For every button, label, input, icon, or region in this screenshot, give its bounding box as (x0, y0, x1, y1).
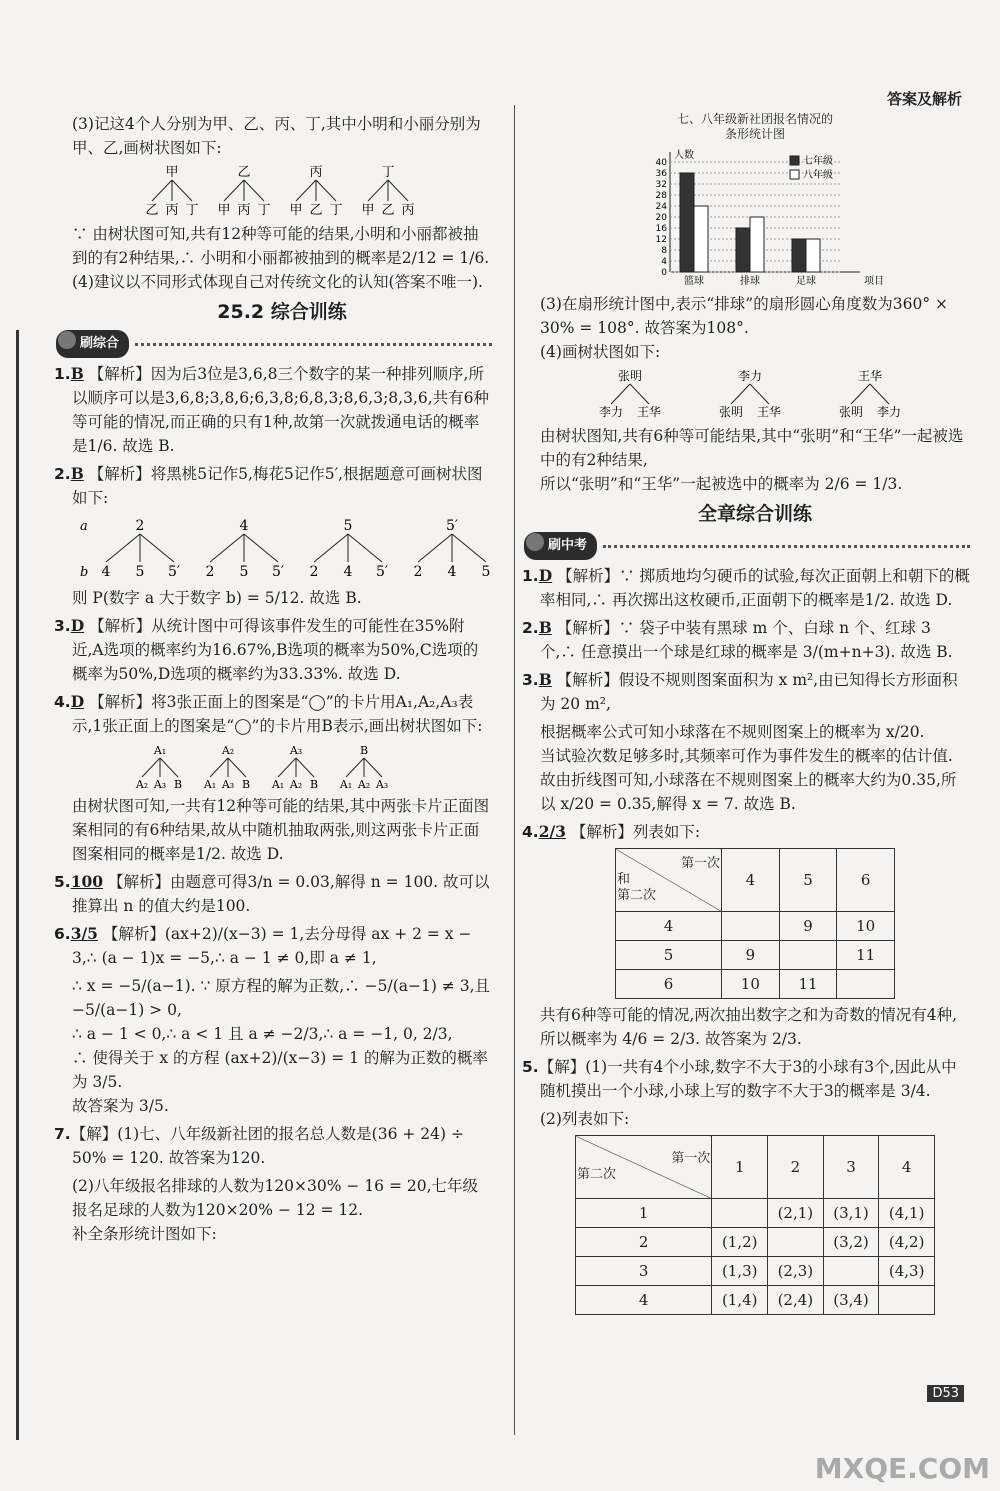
sum-table (615, 848, 895, 999)
tree1-root: 甲 (165, 165, 179, 180)
tree2-leaf: 5′ (271, 564, 285, 580)
pair-table (575, 1135, 935, 1315)
table-cell: 10 (837, 912, 895, 941)
table-cell: 11 (837, 941, 895, 970)
table-cell: (2,4) (768, 1286, 824, 1315)
y-tick-label: 12 (655, 235, 667, 245)
treeR-leaf: 李力 (876, 405, 902, 419)
tree1-leaf: 乙 (145, 203, 159, 218)
question-5: 5.100 【解析】由题意可得3/n = 0.03,解得 n = 100. 故可以推算出 n 的值大约是100. (54, 872, 490, 915)
table-cell: (1,3) (712, 1257, 768, 1286)
tree2-branch (452, 534, 486, 562)
tree1-branch (388, 180, 408, 201)
table-cell: (2,3) (768, 1257, 824, 1286)
right-p4: (4)画树状图如下: (540, 343, 661, 361)
x-tick-label: 篮球 (684, 276, 704, 287)
answer-5: 100 (70, 872, 104, 891)
tree4-branch (142, 758, 160, 777)
tree1-root: 丁 (381, 165, 395, 180)
tree2-leaf: 2 (205, 564, 215, 580)
q6-line3: ∴ a − 1 < 0,∴ a < 1 且 a ≠ −2/3,∴ a = −1, 0, 2/3, (72, 1025, 453, 1043)
table-col-header: 5 (779, 849, 837, 912)
y-tick-label: 28 (655, 191, 667, 201)
question-1: 1.B 【解析】因为后3位是3,6,8三个数字的某一种排列顺序,所以顺序可以是3,6,8;3,8,6;6,3,8;6,8,3;8,6,3;8,3,6,共有6种等可能的情况,而正确的只有1种,故第一次就拨通电话的概率是1/6. 故选 B. (54, 364, 490, 455)
tree4-leaf: A₂ (357, 778, 371, 791)
tree1-leaf: 乙 (309, 203, 323, 218)
answer-3: D (70, 616, 85, 635)
tree4-root: A₃ (289, 744, 303, 757)
tree1-branch (244, 180, 264, 201)
tree1-root: 丙 (309, 165, 323, 180)
table-cell: (1,2) (712, 1228, 768, 1257)
left-p4: (4)建议以不同形式体现自己对传统文化的认知(答案不唯一). (72, 273, 483, 291)
tree4-leaf: A₃ (153, 778, 167, 791)
right-p3: (3)在扇形统计图中,表示“排球”的扇形圆心角度数为360° × 30% = 108°. 故答案为108°. (540, 295, 948, 337)
table-col-header: 2 (768, 1136, 824, 1199)
badge-label: 刷综合 (56, 330, 129, 358)
table-cell (837, 970, 895, 999)
table-row-header: 1 (576, 1199, 712, 1228)
table-row-header: 2 (576, 1228, 712, 1257)
treeR-branch (611, 384, 630, 404)
answer-6: 3/5 (70, 924, 98, 943)
table-row (576, 1228, 935, 1257)
y-tick-label: 4 (661, 257, 667, 267)
y-tick-label: 16 (655, 224, 667, 234)
r-question-3: 3.B 【解析】假设不规则图案面积为 x m²,由已知得长方形面积为 20 m², (522, 670, 958, 713)
legend-label: 七年级 (803, 156, 833, 167)
section-title-chapter: 全章综合训练 (697, 503, 812, 525)
answer-2: B (70, 464, 84, 483)
question-4: 4.D 【解析】将3张正面上的图案是“◯”的卡片用A₁,A₂,A₃表示,1张正面上的图案是“◯”的卡片用B表示,画出树状图如下: (54, 692, 483, 735)
table-cell (712, 1199, 768, 1228)
tree-diagram-right (540, 366, 940, 422)
tree1-branch (296, 180, 316, 201)
r-question-5: 5.【解】(1)一共有4个小球,数字不大于3的小球有3个,因此从中随机摸出一个小球,小球上写的数字不大于3的概率是 3/4. (522, 1058, 957, 1100)
tree1-leaf: 丙 (237, 203, 251, 218)
x-tick-label: 排球 (740, 276, 760, 287)
tree4-leaf: A₃ (375, 778, 389, 791)
treeR-leaf: 张明 (718, 405, 744, 419)
treeR-leaf: 张明 (838, 405, 864, 419)
table-row-header: 3 (576, 1257, 712, 1286)
tree4-leaf: A₁ (203, 778, 217, 791)
q7-part2: (2)八年级报名排球的人数为120×30% − 16 = 20,七年级报名足球的人数为120×20% − 12 = 12. (72, 1177, 479, 1219)
tree2-leaf: 4 (343, 564, 353, 580)
tree1-leaf: 丙 (401, 203, 415, 218)
table-col-header: 4 (879, 1136, 935, 1199)
table-cell: (4,3) (879, 1257, 935, 1286)
tree2-leaf: 4 (447, 564, 457, 580)
treeR-branch (630, 384, 649, 404)
tree1-leaf: 乙 (381, 203, 395, 218)
treeR-branch (731, 384, 750, 404)
tree4-branch (210, 758, 228, 777)
tree1-root: 乙 (237, 165, 251, 180)
tree4-leaf: A₂ (289, 778, 303, 791)
tree4-branch (364, 758, 382, 777)
badge-label: 刷中考 (524, 532, 597, 560)
treeR-root: 李力 (737, 369, 763, 383)
r-q4-conclusion: 共有6种等可能的情况,两次抽出数字之和为奇数的情况有4种,所以概率为 4/6 = 2/3. 故答案为 2/3. (540, 1006, 958, 1048)
table-col-header: 6 (837, 849, 895, 912)
table-row-header: 4 (576, 1286, 712, 1315)
page-number: D53 (927, 1385, 964, 1402)
table-cell: 10 (722, 970, 780, 999)
y-tick-label: 0 (661, 268, 667, 278)
tree-diagram-1 (72, 162, 415, 220)
table-cell (768, 1228, 824, 1257)
table-row-header: 5 (616, 941, 722, 970)
tree1-leaf: 甲 (361, 203, 375, 218)
r-q3-line3: 当试验次数足够多时,其频率可作为事件发生的概率的估计值. 故由折线图可知,小球落在不规则图案上的概率大约为0.35,所以 x/20 = 0.35,解得 x = 7. 故选 B. (540, 747, 957, 813)
tree1-branch (316, 180, 336, 201)
tree1-branch (172, 180, 192, 201)
treeR-leaf: 李力 (598, 405, 624, 419)
tree4-leaf: A₃ (221, 778, 235, 791)
tree4-branch (278, 758, 296, 777)
tree1-branch (368, 180, 388, 201)
tree2-leaf: 5′ (375, 564, 389, 580)
page-edge-bar (16, 330, 19, 1440)
tree1-leaf: 甲 (217, 203, 231, 218)
table-cell: 11 (779, 970, 837, 999)
table-cell: 9 (722, 941, 780, 970)
tree2-branch (314, 534, 348, 562)
tree4-branch (346, 758, 364, 777)
table-cell: (2,1) (768, 1199, 824, 1228)
right-p4-result: 由树状图知,共有6种等可能结果,其中“张明”和“王华”一起被选中的有2种结果, (540, 427, 964, 469)
tree4-leaf: B (241, 778, 251, 791)
treeR-leaf: 王华 (756, 405, 782, 419)
bar-七年级-排球 (736, 228, 750, 272)
table-row (576, 1199, 935, 1228)
table-col-header: 1 (712, 1136, 768, 1199)
column-divider (514, 105, 515, 1435)
tree4-leaf: A₁ (271, 778, 285, 791)
header-title: 答案及解析 (886, 90, 962, 108)
table-cell: (4,2) (879, 1228, 935, 1257)
tree4-leaf: B (173, 778, 183, 791)
right-p4-prob: 所以“张明”和“王华”一起被选中的概率为 2/6 = 1/3. (540, 475, 903, 493)
x-axis-label: 项目 (864, 276, 884, 287)
table-cell (779, 941, 837, 970)
question-3: 3.D 【解析】从统计图中可得该事件发生的可能性在35%附近,A选项的概率约为16.67%,B选项的概率为50%,C选项的概率为50%,D选项的概率约为33.33%. 故选 D. (54, 616, 479, 683)
tree-diagram-2 (72, 514, 492, 584)
tree2-branch (418, 534, 452, 562)
tree4-leaf: A₁ (339, 778, 353, 791)
section-title-25-2: 25.2 综合训练 (217, 301, 347, 323)
treeR-root: 王华 (857, 369, 883, 383)
q4-conclusion: 由树状图可知,一共有12种等可能的结果,其中两张卡片正面图案相同的有6种结果,故从中随机抽取两张,则这两张卡片正面图案相同的概率是1/2. 故选 D. (72, 797, 490, 863)
table-cell: (3,4) (823, 1286, 879, 1315)
r-q3-line2: 根据概率公式可知小球落在不规则图案上的概率为 x/20. (540, 723, 925, 741)
tree2-row-b: b (80, 565, 89, 580)
tree4-root: A₂ (221, 744, 235, 757)
y-tick-label: 24 (655, 202, 667, 212)
tree1-leaf: 丙 (165, 203, 179, 218)
table-col-header: 4 (722, 849, 780, 912)
left-p3-intro: (3)记这4个人分别为甲、乙、丙、丁,其中小明和小丽分别为甲、乙,画树状图如下: (72, 115, 481, 157)
table-row (616, 970, 895, 999)
q6-line4: ∴ 使得关于 x 的方程 (ax+2)/(x−3) = 1 的解为正数的概率为 3/5. (72, 1049, 488, 1091)
tree2-root: 5′ (445, 518, 459, 534)
tree1-leaf: 丁 (329, 203, 343, 218)
table-row (616, 941, 895, 970)
y-axis-label: 人数 (674, 150, 694, 161)
tree4-branch (296, 758, 314, 777)
legend-swatch (790, 156, 799, 165)
treeR-branch (851, 384, 870, 404)
tree2-leaf: 4 (101, 564, 111, 580)
tree2-branch (210, 534, 244, 562)
tree4-leaf: B (309, 778, 319, 791)
y-tick-label: 40 (655, 158, 667, 168)
tree2-leaf: 2 (413, 564, 423, 580)
legend-label: 八年级 (803, 170, 833, 181)
bar-七年级-篮球 (680, 173, 694, 272)
badge-shua-zonghe (56, 330, 492, 358)
table-row (576, 1257, 935, 1286)
tree2-root: 2 (135, 518, 145, 534)
tree2-leaf: 5 (239, 564, 249, 580)
tree4-branch (160, 758, 178, 777)
q6-line2: ∴ x = −5/(a−1). ∵ 原方程的解为正数,∴ −5/(a−1) ≠ 3,且 −5/(a−1) > 0, (72, 977, 491, 1019)
tree2-row-a: a (80, 519, 88, 534)
table-row (576, 1286, 935, 1315)
treeR-branch (750, 384, 769, 404)
q6-line5: 故答案为 3/5. (72, 1097, 169, 1115)
badge-shua-zhongkao (524, 532, 970, 560)
tree1-leaf: 丁 (257, 203, 271, 218)
bar-chart (630, 142, 950, 292)
bar-八年级-篮球 (694, 206, 708, 272)
table-cell: (4,1) (879, 1199, 935, 1228)
r-q5-part2: (2)列表如下: (540, 1110, 630, 1128)
legend-swatch (790, 170, 799, 179)
table-cell: (1,4) (712, 1286, 768, 1315)
q7-part3: 补全条形统计图如下: (72, 1225, 217, 1243)
tree2-branch (140, 534, 174, 562)
r-question-1: 1.D 【解析】∵ 掷质地均匀硬币的试验,每次正面朝上和朝下的概率相同,∴ 再次掷出这枚硬币,正面朝下的概率是1/2. 故选 D. (522, 566, 970, 609)
y-tick-label: 8 (661, 246, 667, 256)
answer-4: D (70, 692, 85, 711)
chart-title-line2: 条形统计图 (724, 127, 785, 141)
tree2-leaf: 2 (309, 564, 319, 580)
tree2-root: 5 (343, 518, 353, 534)
x-tick-label: 足球 (796, 276, 816, 287)
bar-八年级-足球 (806, 239, 820, 272)
tree1-branch (152, 180, 172, 201)
tree2-branch (348, 534, 382, 562)
chart-title-line1: 七、八年级新社团报名情况的 (676, 112, 833, 126)
bar-七年级-足球 (792, 239, 806, 272)
treeR-branch (870, 384, 889, 404)
tree-diagram-4 (72, 742, 412, 792)
y-tick-label: 32 (655, 180, 667, 190)
question-7: 7.【解】(1)七、八年级新社团的报名总人数是(36 + 24) ÷ 50% = 120. 故答案为120. (54, 1125, 464, 1167)
table-corner: 第一次 和 第二次 (616, 849, 722, 912)
answer-1: B (70, 364, 84, 383)
tree1-branch (224, 180, 244, 201)
y-tick-label: 20 (655, 213, 667, 223)
r-question-4: 4.2/3 【解析】列表如下: (522, 822, 701, 841)
question-6: 6.3/5 【解析】(ax+2)/(x−3) = 1,去分母得 ax + 2 = x − 3,∴ (a − 1)x = −5,∴ a − 1 ≠ 0,即 a ≠ 1, (54, 924, 472, 967)
question-2: 2.B 【解析】将黑桃5记作5,梅花5记作5′,根据题意可画树状图如下: (54, 464, 483, 507)
tree2-leaf: 5 (135, 564, 145, 580)
right-column (522, 112, 970, 1319)
tree4-branch (228, 758, 246, 777)
tree1-leaf: 丁 (185, 203, 199, 218)
table-cell (722, 912, 780, 941)
tree2-leaf: 5 (481, 564, 491, 580)
table-cell: (3,2) (823, 1228, 879, 1257)
left-column (54, 112, 492, 1246)
bar-八年级-排球 (750, 217, 764, 272)
table-corner: 第一次 第二次 (576, 1136, 712, 1199)
tree1-leaf: 甲 (289, 203, 303, 218)
table-cell (823, 1257, 879, 1286)
y-tick-label: 36 (655, 169, 667, 179)
treeR-root: 张明 (617, 369, 643, 383)
table-row-header: 4 (616, 912, 722, 941)
watermark: MXQE.COM (814, 1452, 990, 1485)
tree2-branch (106, 534, 140, 562)
table-cell: (3,1) (823, 1199, 879, 1228)
tree2-root: 4 (239, 518, 249, 534)
table-row (616, 912, 895, 941)
tree4-leaf: A₂ (135, 778, 149, 791)
table-row-header: 6 (616, 970, 722, 999)
table-col-header: 3 (823, 1136, 879, 1199)
table-cell: 9 (779, 912, 837, 941)
r-question-2: 2.B 【解析】∵ 袋子中装有黑球 m 个、白球 n 个、红球 3 个,∴ 任意摸出一个球是红球的概率是 3/(m+n+3). 故选 B. (522, 618, 953, 661)
treeR-leaf: 王华 (636, 405, 662, 419)
table-cell (879, 1286, 935, 1315)
q2-conclusion: 则 P(数字 a 大于数字 b) = 5/12. 故选 B. (72, 589, 362, 607)
left-p3-result: ∵ 由树状图可知,共有12种等可能的结果,小明和小丽都被抽到的有2种结果,∴ 小明和小丽都被抽到的概率是2/12 = 1/6. (72, 225, 490, 267)
tree2-leaf: 5′ (167, 564, 181, 580)
tree4-root: B (359, 744, 369, 757)
tree4-root: A₁ (153, 744, 167, 757)
tree2-branch (244, 534, 278, 562)
